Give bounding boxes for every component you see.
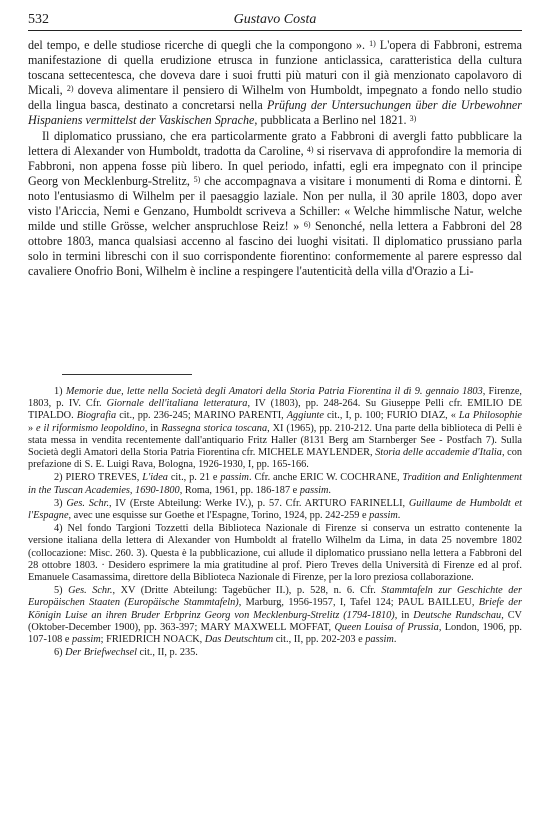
- running-title: Gustavo Costa: [233, 12, 317, 27]
- footnote: [28, 472, 522, 496]
- footnote: [28, 585, 522, 646]
- text-run: . Cfr. anche ERIC W. COCHRANE,: [248, 472, 403, 484]
- italic-text: Ges. Schr.: [68, 585, 113, 597]
- text-run: si riservava di approfondire la memoria di Fabbroni, non appena fosse più libero. In quel periodo, infatti, egli era impegnato con il principe Georg von Mecklenburg-Strelitz,: [28, 143, 522, 188]
- body-paragraph: [28, 129, 522, 280]
- footnotes: [28, 386, 522, 660]
- text-run: ; FRIEDRICH NOACK,: [100, 634, 205, 646]
- italic-text: Queen Louisa of Prussia: [334, 621, 439, 633]
- italic-text: Biografia: [76, 410, 117, 422]
- text-run: 2) PIERO TREVES,: [54, 472, 143, 484]
- page-number: 532: [28, 12, 49, 27]
- text-run: , XI (1965), pp. 210-212. Una parte della biblioteca di Pelli è stata messa in vendita recentemente dall'antiquario Fritz Haller (8131 Berg am Starnberger See - Postfach 7). Sulla Società degli Amatori della Storia Patria Fiorentina cfr. MICHELE MAYLENDER,: [28, 422, 522, 459]
- text-run: L'opera di Fabbroni, estrema manifestazione di quella erudizione etrusca in funzione anticlassica, caratteristica della cultura toscana settecentesca, che doveva dare i suoi frutti più maturi con il già menzionato capolavoro di Micali,: [28, 38, 522, 98]
- text-run: cit., II, p. 235.: [136, 647, 198, 659]
- note-ref: 6): [303, 220, 311, 230]
- italic-text: passim: [220, 472, 249, 484]
- text-run: , in: [144, 422, 162, 434]
- italic-text: Storia delle accademie d'Italia: [375, 447, 502, 459]
- text-run: Il diplomatico prussiano, che era particolarmente grato a Fabbroni di avergli fatto pubblicare la lettera di Alexander von Humboldt, tradotta da Caroline,: [28, 128, 522, 158]
- text-run: .: [393, 634, 397, 646]
- note-ref: 1): [369, 39, 376, 48]
- text-run: doveva alimentare il pensiero di Wilhelm von Humboldt, impegnato a fondo nello studio della lingua basca, destinato a concretarsi nella: [28, 83, 522, 113]
- text-run: , Marburg, 1956-1957, I, Tafel 124; PAUL BAILLEU,: [238, 597, 479, 609]
- italic-text: Rassegna storica toscana: [161, 422, 268, 434]
- text-run: , IV (Erste Abteilung: Werke IV.), p. 57. Cfr. ARTURO FARINELLI,: [109, 497, 409, 509]
- italic-text: Giornale dell'italiana letteratura: [106, 398, 248, 410]
- italic-text: Deutsche Rundschau: [413, 609, 502, 621]
- text-run: Senonché, nella lettera a Fabbroni del 28 ottobre 1803, manca qualsiasi accenno al fascino dei luoghi visitati. Il diplomatico prussiano parla solo in termini libreschi con il suo corrispondente fiorentino: conformemente al parere espresso dal cavaliere Onofrio Boni, Wilhelm è incline a respingere l'autenticità della villa d'Orazio a Li-: [28, 219, 522, 279]
- text-run: , XV (Dritte Abteilung: Tagebücher II.), p. 528, n. 6. Cfr.: [112, 585, 382, 597]
- text-run: 4) Nel fondo Targioni Tozzetti della Biblioteca Nazionale di Firenze si conserva un estratto contenente la versione italiana della lettera di Alexander von Humboldt al fratello Wilhelm da Lima, in data 25 novembre 1802 (collocazione: Misc. 260. 3). Questa è la pubblicazione, cui allude il diplomatico prussiano nella lettera a Fabbroni del 28 ottobre 1803. · Desidero esprimere la mia gratitudine al prof. Piero Treves della Università di Firenze ed al prof. Emanuele Casamassima, direttore della Biblioteca Nazionale di Firenze, per la loro preziosa collaborazione.: [28, 523, 522, 584]
- text-run: cit., pp. 236-245; MARINO PARENTI,: [116, 410, 287, 422]
- text-run: 6): [54, 647, 66, 659]
- italic-text: e il riformismo leopoldino: [36, 422, 145, 434]
- italic-text: passim: [299, 484, 329, 496]
- footnote-separator: [62, 374, 192, 375]
- text-run: , con prefazione di S. E. Luigi Rava, Bologna, 1926-1930, I, pp. 165-166.: [28, 447, 522, 471]
- footnote: [28, 498, 522, 522]
- note-ref: 5): [193, 174, 201, 184]
- italic-text: passim: [365, 634, 394, 646]
- italic-text: Prüfung der Untersuchungen über die Urbewohner Hispaniens vermittelst der Vaskischen Sprache: [28, 98, 522, 128]
- text-run: , Roma, 1961, pp. 186-187 e: [179, 484, 300, 496]
- italic-text: Tradition and Enlightenment in the Tuscan Academies, 1690-1800: [28, 472, 523, 496]
- text-run: .: [397, 510, 401, 522]
- text-run: .: [328, 484, 331, 496]
- body-paragraph: [28, 38, 522, 129]
- footnote: [28, 386, 522, 471]
- text-run: 1): [54, 386, 66, 397]
- text-run: 5): [54, 585, 69, 597]
- italic-text: Der Briefwechsel: [65, 647, 137, 659]
- italic-text: Das Deutschtum: [204, 634, 274, 646]
- text-run: , in: [394, 609, 414, 621]
- note-ref: 4): [306, 144, 314, 154]
- text-run: »: [28, 422, 37, 434]
- text-run: del tempo, e delle studiose ricerche di quegli che la compongono ».: [28, 38, 370, 52]
- note-ref: 3): [409, 114, 417, 124]
- text-run: che accompagnava a visitare i monumenti di Roma e dintorni. È noto l'entusiasmo di Wilhelm per il paesaggio laziale. Non per nulla, il 30 aprile 1803, dopo aver visto l'Ariccia, Nemi e Genzano, Humboldt scriveva a Schiller: « Welche himmlische Natur, welche milde und stille Grösse, welcher anspruchlose Reiz! »: [28, 173, 522, 234]
- italic-text: Stammtafeln zur Geschichte der Europäischen Staaten (Europäische Stammtafeln): [28, 585, 522, 609]
- italic-text: passim: [369, 510, 398, 522]
- text-run: 3): [54, 497, 67, 509]
- text-run: , IV (1803), pp. 248-264. Su Giuseppe Pelli cfr. EMILIO DE TIPALDO.: [28, 398, 522, 422]
- footnote: [28, 647, 522, 659]
- text-run: cit., p. 21 e: [167, 472, 221, 484]
- text-run: cit., II, pp. 202-203 e: [273, 634, 366, 646]
- text-run: , Firenze, 1803, p. IV. Cfr.: [28, 386, 522, 410]
- footnote: [28, 523, 522, 584]
- italic-text: Memorie due, lette nella Società degli Amatori della Storia Patria Fiorentina il dì 9. gennaio 1803: [65, 386, 483, 397]
- italic-text: L'idea: [142, 472, 168, 484]
- running-header: [28, 12, 522, 31]
- note-ref: 2): [66, 84, 74, 94]
- text-run: , pubblicata a Berlino nel 1821.: [254, 113, 410, 128]
- italic-text: Guillaume de Humboldt et l'Espagne: [28, 497, 523, 522]
- text-run: , London, 1906, pp. 107-108 e: [28, 621, 522, 646]
- italic-text: La Philosophie: [458, 410, 523, 422]
- text-run: , avec une esquisse sur Goethe et l'Espagne, Torino, 1924, pp. 242-259 e: [68, 510, 370, 522]
- main-text: [28, 38, 522, 280]
- text-run: , CV (Oktober-December 1900), pp. 363-397; MARY MAXWELL MOFFAT,: [28, 609, 522, 633]
- italic-text: passim: [72, 634, 101, 646]
- italic-text: Aggiunte: [286, 410, 324, 422]
- italic-text: Ges. Schr.: [66, 497, 110, 509]
- text-run: cit., I, p. 100; FURIO DIAZ, «: [323, 410, 459, 422]
- italic-text: Briefe der Königin Luise an ihren Bruder Erbprinz Georg von Mecklenburg-Strelitz (1794-1810): [28, 597, 522, 621]
